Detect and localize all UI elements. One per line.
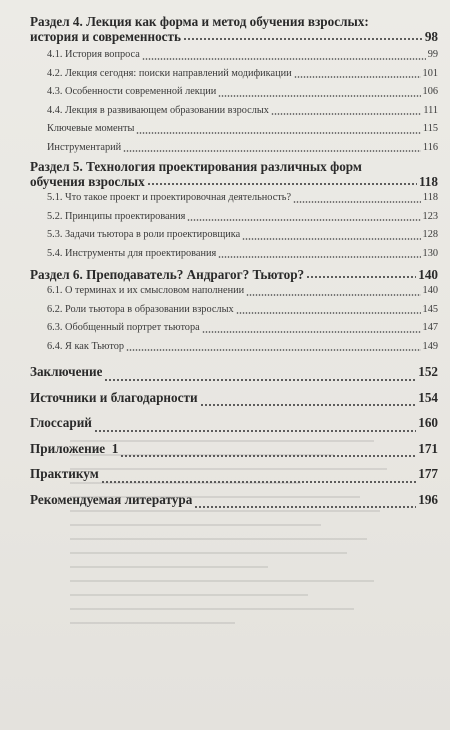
toc-item-label: Инструментарий [47, 141, 122, 153]
toc-item-label: 6.2. Роли тьютора в образовании взрослых [47, 303, 234, 315]
toc-item[interactable] [30, 282, 438, 301]
section-title-line2: история и современность [30, 29, 181, 44]
page-number: 160 [418, 415, 438, 430]
toc-item[interactable] [30, 245, 438, 264]
toc-item-label: 4.4. Лекция в развивающем образовании взрослых [47, 104, 269, 116]
dot-leader [200, 404, 417, 406]
dot-leader [246, 294, 420, 296]
dot-leader [136, 132, 420, 134]
page-number: 118 [418, 174, 438, 189]
toc-entry-label: Глоссарий [30, 415, 92, 430]
toc-entry-sources[interactable] [30, 385, 438, 411]
page-number: 130 [422, 247, 438, 259]
page-number: 145 [422, 303, 438, 315]
page-number: 123 [422, 210, 438, 222]
page-number: 116 [422, 141, 438, 153]
page-number: 106 [422, 86, 438, 97]
dot-leader [306, 276, 416, 278]
toc-section-6[interactable] [30, 267, 438, 282]
toc-section-4[interactable] [30, 14, 438, 44]
toc-entry-glossary[interactable] [30, 410, 438, 436]
toc-item[interactable] [30, 208, 438, 227]
dot-leader [242, 238, 420, 240]
toc-item-label: 5.3. Задачи тьютора в роли проектировщика [47, 229, 241, 240]
page-number: 111 [423, 104, 438, 116]
page-number: 101 [422, 67, 438, 79]
dot-leader [294, 76, 421, 78]
dot-leader [123, 150, 421, 152]
toc-item[interactable] [30, 319, 438, 338]
toc-item[interactable] [30, 338, 438, 357]
toc-item-label: 5.4. Инструменты для проектирования [47, 247, 217, 259]
dot-leader [101, 481, 417, 483]
toc-item[interactable] [30, 65, 438, 84]
dot-leader [194, 506, 416, 508]
page-number: 177 [418, 466, 438, 481]
toc-item[interactable] [30, 46, 438, 65]
dot-leader [293, 201, 421, 203]
toc-item-label: Ключевые моменты [47, 123, 135, 134]
page-number: 152 [418, 364, 438, 379]
dot-leader [218, 95, 420, 97]
toc-section-5[interactable] [30, 159, 438, 189]
section-title-line1: Раздел 6. Преподаватель? Андрагог? Тьютор? [30, 267, 305, 282]
dot-leader [120, 455, 416, 457]
page-number: 149 [422, 340, 438, 352]
toc-item-label: 5.1. Что такое проект и проектировочная деятельность? [47, 192, 292, 203]
page-number: 98 [424, 29, 438, 44]
page-number: 147 [422, 322, 438, 333]
page-number: 140 [418, 267, 438, 282]
toc-item[interactable] [30, 189, 438, 208]
page-number: 118 [422, 192, 438, 203]
dot-leader [236, 312, 421, 314]
page-number: 99 [427, 49, 438, 60]
dot-leader [187, 219, 420, 221]
toc-entry-label: Заключение [30, 364, 103, 379]
dot-leader [104, 379, 416, 381]
dot-leader [218, 256, 420, 258]
toc-entry-label: Практикум [30, 466, 99, 481]
toc-item-label: 5.2. Принципы проектирования [47, 210, 186, 222]
section-title-line2: обучения взрослых [30, 174, 145, 189]
section-title-line1: Раздел 4. Лекция как форма и метод обучения взрослых: [30, 14, 369, 29]
toc-entry-label: Источники и благодарности [30, 389, 198, 405]
page-number: 196 [418, 491, 438, 507]
dot-leader [147, 183, 417, 185]
toc-item-label: 4.1. История вопроса [47, 49, 140, 60]
toc-item[interactable] [30, 83, 438, 102]
toc-entry-practicum[interactable] [30, 461, 438, 487]
toc-item[interactable] [30, 120, 438, 139]
section-title-line1: Раздел 5. Технология проектирования различных форм [30, 159, 362, 174]
dot-leader [94, 430, 416, 432]
table-of-contents [30, 14, 438, 512]
toc-item[interactable] [30, 102, 438, 121]
dot-leader [183, 38, 423, 40]
page-number: 140 [422, 285, 438, 296]
page-number: 115 [422, 123, 438, 134]
page-number: 171 [418, 440, 438, 456]
toc-item-label: 4.2. Лекция сегодня: поиски направлений модификации [47, 67, 292, 79]
page-number: 154 [418, 389, 438, 405]
dot-leader [271, 113, 421, 115]
dot-leader [202, 331, 421, 333]
toc-entry-label: Рекомендуемая литература [30, 491, 193, 507]
toc-item[interactable] [30, 139, 438, 158]
toc-item[interactable] [30, 226, 438, 245]
toc-item[interactable] [30, 301, 438, 320]
toc-item-label: 4.3. Особенности современной лекции [47, 86, 217, 97]
toc-entry-appendix[interactable] [30, 436, 438, 462]
toc-item-label: 6.3. Обобщенный портрет тьютора [47, 322, 200, 333]
dot-leader [142, 58, 426, 60]
toc-item-label: 6.1. О терминах и их смысловом наполнении [47, 285, 245, 296]
page-number: 128 [422, 229, 438, 240]
toc-entry-label: Приложение 1 [30, 440, 119, 456]
toc-item-label: 6.4. Я как Тьютор [47, 340, 125, 352]
toc-entry-literature[interactable] [30, 487, 438, 513]
dot-leader [126, 349, 421, 351]
toc-entry-conclusion[interactable] [30, 359, 438, 385]
